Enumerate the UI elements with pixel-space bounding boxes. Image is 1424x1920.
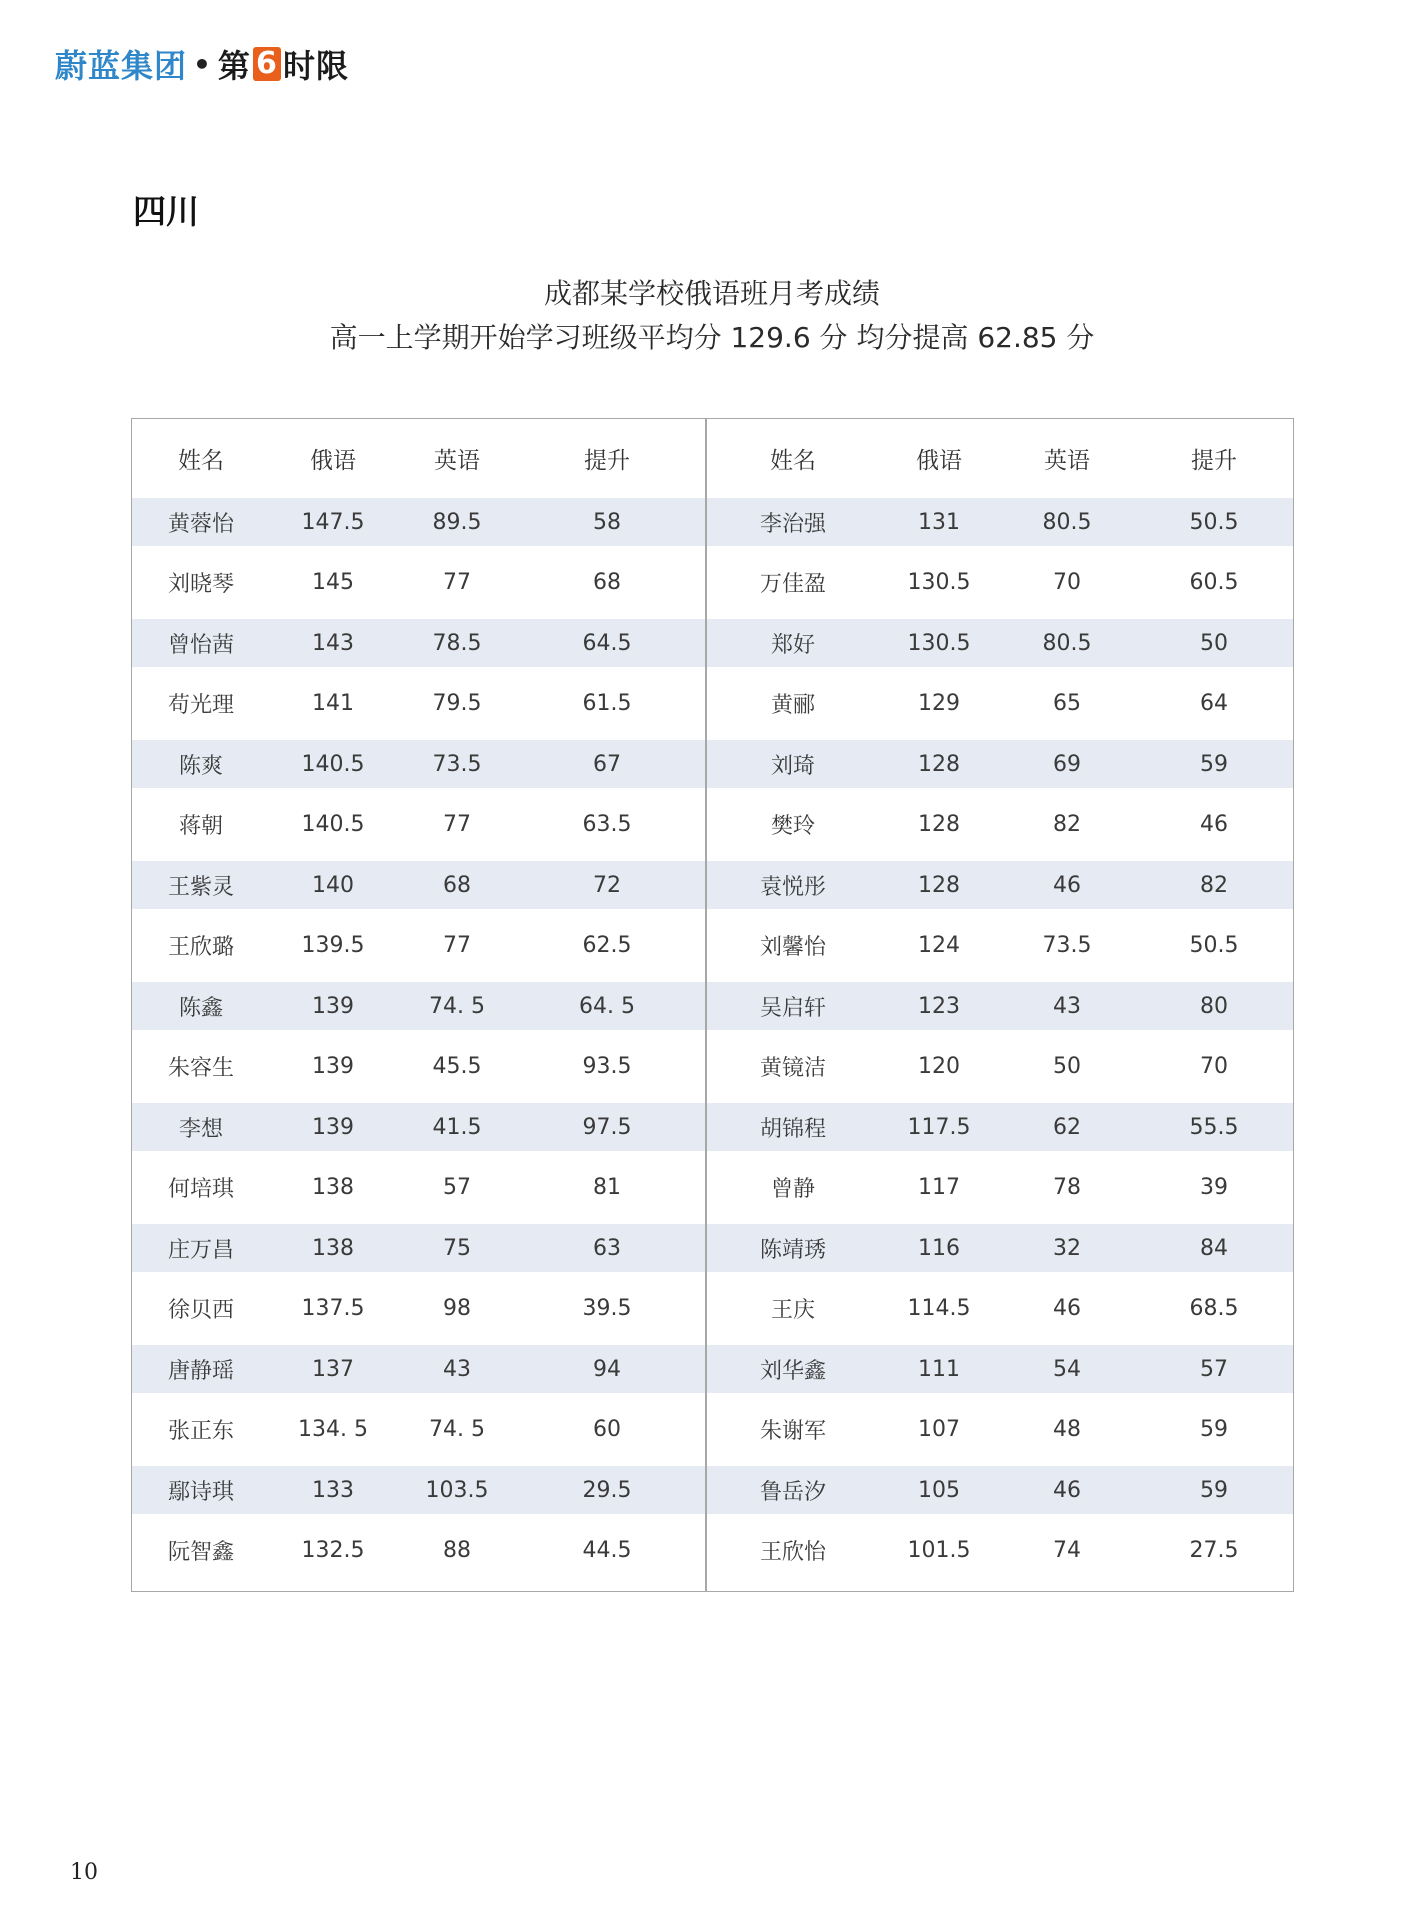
table-row — [707, 1466, 1293, 1514]
cell-russian: 111 — [918, 1356, 960, 1382]
cell-improvement: 94 — [593, 1356, 621, 1382]
cell-english: 46 — [1053, 872, 1081, 898]
cell-improvement: 29.5 — [582, 1477, 632, 1503]
cell-english: 68 — [443, 872, 471, 898]
cell-russian: 140.5 — [301, 812, 365, 837]
brand-logo — [55, 44, 349, 84]
table-row — [707, 1151, 1293, 1224]
cell-name: 刘琦 — [770, 753, 815, 779]
table-row — [707, 982, 1293, 1030]
cell-name: 黄郦 — [770, 693, 815, 718]
cell-name: 黄镜洁 — [759, 1056, 826, 1081]
cell-name: 刘晓琴 — [167, 572, 234, 597]
cell-russian: 138 — [312, 1175, 354, 1200]
table-right-half — [707, 419, 1293, 1587]
cell-improvement: 64.5 — [582, 630, 632, 656]
cell-improvement: 59 — [1200, 1417, 1228, 1442]
cell-english: 46 — [1053, 1296, 1081, 1321]
cell-name: 朱容生 — [167, 1056, 234, 1081]
cell-name: 阮智鑫 — [167, 1540, 234, 1565]
logo-right-text-a: 第 — [217, 47, 251, 85]
table-row — [707, 740, 1293, 788]
cell-english: 57 — [443, 1175, 471, 1200]
table-row — [707, 861, 1293, 909]
cell-english: 48 — [1053, 1417, 1081, 1442]
table-row — [707, 1514, 1293, 1587]
table-title: 成都某学校俄语班月考成绩 — [543, 277, 880, 310]
header-name: 姓名 — [178, 448, 224, 474]
logo-six-play-icon: 6 — [253, 47, 281, 81]
cell-name: 李想 — [178, 1116, 223, 1142]
table-row — [707, 1345, 1293, 1393]
header-improvement: 提升 — [1191, 448, 1237, 474]
cell-name: 吴启轩 — [759, 995, 826, 1021]
cell-russian: 130.5 — [907, 630, 971, 656]
cell-russian: 128 — [918, 751, 960, 777]
table-row — [132, 1514, 705, 1587]
cell-name: 曾静 — [770, 1177, 815, 1202]
cell-russian: 133 — [312, 1477, 354, 1503]
cell-name: 何培琪 — [167, 1177, 234, 1202]
cell-english: 74 — [1053, 1538, 1081, 1563]
cell-russian: 105 — [918, 1477, 960, 1503]
table-header-right — [707, 419, 1293, 498]
cell-improvement: 60 — [593, 1417, 621, 1442]
cell-russian: 130.5 — [907, 570, 971, 595]
cell-english: 62 — [1053, 1114, 1081, 1140]
table-header-left — [132, 419, 705, 498]
table-row — [132, 667, 705, 740]
cell-improvement: 68 — [593, 570, 621, 595]
cell-improvement: 81 — [593, 1175, 621, 1200]
header-name: 姓名 — [770, 448, 816, 474]
table-row — [707, 546, 1293, 619]
cell-improvement: 64 — [1200, 691, 1228, 716]
cell-name: 王欣璐 — [167, 935, 234, 960]
table-row — [132, 1393, 705, 1466]
cell-name: 樊玲 — [770, 814, 815, 839]
cell-english: 32 — [1053, 1235, 1081, 1261]
cell-russian: 120 — [918, 1054, 960, 1079]
cell-name: 刘华鑫 — [759, 1358, 826, 1384]
cell-improvement: 59 — [1200, 1477, 1228, 1503]
cell-name: 张正东 — [167, 1419, 234, 1444]
cell-russian: 131 — [918, 509, 960, 535]
header-russian: 俄语 — [916, 448, 962, 474]
cell-english: 78.5 — [432, 630, 482, 656]
cell-name: 陈爽 — [178, 753, 223, 779]
cell-improvement: 67 — [593, 751, 621, 777]
table-left-half — [132, 419, 705, 1587]
cell-russian: 128 — [918, 872, 960, 898]
cell-english: 80.5 — [1042, 630, 1092, 656]
header-english: 英语 — [1044, 448, 1090, 474]
header-english: 英语 — [434, 448, 480, 474]
cell-improvement: 80 — [1200, 993, 1228, 1019]
cell-improvement: 63.5 — [582, 812, 632, 837]
table-row — [707, 788, 1293, 861]
cell-russian: 137 — [312, 1356, 354, 1382]
table-row — [707, 667, 1293, 740]
section-title: 四川 — [133, 192, 199, 231]
table-row — [707, 1103, 1293, 1151]
table-row — [707, 909, 1293, 982]
cell-russian: 123 — [918, 993, 960, 1019]
table-row — [132, 861, 705, 909]
table-row — [707, 1224, 1293, 1272]
cell-english: 77 — [443, 570, 471, 595]
cell-english: 78 — [1053, 1175, 1081, 1200]
cell-english: 88 — [443, 1538, 471, 1563]
cell-english: 80.5 — [1042, 509, 1092, 535]
cell-russian: 147.5 — [301, 509, 365, 535]
cell-english: 43 — [1053, 993, 1081, 1019]
table-row — [132, 1103, 705, 1151]
header-improvement: 提升 — [584, 448, 630, 474]
cell-name: 郑好 — [770, 632, 815, 658]
table-row — [132, 982, 705, 1030]
cell-improvement: 44.5 — [582, 1538, 632, 1563]
cell-improvement: 39.5 — [582, 1296, 632, 1321]
cell-russian: 139 — [312, 1114, 354, 1140]
cell-improvement: 97.5 — [582, 1114, 632, 1140]
cell-russian: 138 — [312, 1235, 354, 1261]
cell-russian: 140.5 — [301, 751, 365, 777]
cell-name: 王紫灵 — [167, 874, 234, 900]
cell-russian: 117.5 — [907, 1114, 971, 1140]
cell-english: 79.5 — [432, 691, 482, 716]
table-row — [132, 788, 705, 861]
cell-russian: 129 — [918, 691, 960, 716]
cell-name: 唐静瑶 — [167, 1358, 234, 1384]
cell-improvement: 64. 5 — [579, 993, 635, 1019]
cell-name: 李治强 — [759, 511, 826, 537]
table-row — [132, 1345, 705, 1393]
header-russian: 俄语 — [310, 448, 356, 474]
cell-english: 41.5 — [432, 1114, 482, 1140]
cell-name: 蒋朝 — [178, 814, 223, 839]
cell-improvement: 68.5 — [1189, 1296, 1239, 1321]
cell-name: 黄蓉怡 — [167, 511, 234, 537]
cell-name: 袁悦彤 — [759, 874, 826, 900]
cell-russian: 145 — [312, 570, 354, 595]
cell-improvement: 57 — [1200, 1356, 1228, 1382]
cell-english: 43 — [443, 1356, 471, 1382]
cell-russian: 140 — [312, 872, 354, 898]
table-row — [132, 498, 705, 546]
cell-english: 54 — [1053, 1356, 1081, 1382]
table-row — [132, 1224, 705, 1272]
cell-russian: 132.5 — [301, 1538, 365, 1563]
cell-russian: 139 — [312, 993, 354, 1019]
cell-russian: 139 — [312, 1054, 354, 1079]
cell-russian: 101.5 — [907, 1538, 971, 1563]
cell-english: 77 — [443, 812, 471, 837]
cell-improvement: 84 — [1200, 1235, 1228, 1261]
cell-name: 曾怡茜 — [167, 632, 234, 658]
cell-improvement: 82 — [1200, 872, 1228, 898]
scores-table — [131, 418, 1294, 1592]
cell-english: 69 — [1053, 751, 1081, 777]
table-row — [132, 1030, 705, 1103]
table-subtitle: 高一上学期开始学习班级平均分 129.6 分 均分提高 62.85 分 — [329, 321, 1095, 354]
cell-name: 陈靖琇 — [759, 1237, 826, 1263]
cell-improvement: 55.5 — [1189, 1114, 1239, 1140]
cell-russian: 137.5 — [301, 1296, 365, 1321]
cell-name: 徐贝西 — [167, 1298, 234, 1323]
cell-improvement: 62.5 — [582, 933, 632, 958]
cell-name: 陈鑫 — [178, 995, 223, 1021]
cell-russian: 139.5 — [301, 933, 365, 958]
cell-russian: 107 — [918, 1417, 960, 1442]
cell-english: 77 — [443, 933, 471, 958]
cell-english: 98 — [443, 1296, 471, 1321]
cell-english: 65 — [1053, 691, 1081, 716]
cell-name: 王庆 — [770, 1298, 815, 1323]
table-row — [707, 498, 1293, 546]
cell-english: 75 — [443, 1235, 471, 1261]
cell-name: 朱谢军 — [759, 1419, 826, 1444]
cell-improvement: 27.5 — [1189, 1538, 1239, 1563]
table-row — [132, 546, 705, 619]
cell-name: 刘馨怡 — [759, 935, 826, 960]
cell-improvement: 39 — [1200, 1175, 1228, 1200]
cell-improvement: 58 — [593, 509, 621, 535]
table-row — [132, 1151, 705, 1224]
logo-left-text: 蔚蓝集团 — [55, 47, 188, 85]
page-number: 10 — [70, 1860, 98, 1885]
logo-right-text-b: 时限 — [282, 47, 349, 85]
cell-english: 46 — [1053, 1477, 1081, 1503]
table-row — [132, 740, 705, 788]
cell-english: 50 — [1053, 1054, 1081, 1079]
cell-improvement: 60.5 — [1189, 570, 1239, 595]
cell-russian: 117 — [918, 1175, 960, 1200]
cell-russian: 134. 5 — [298, 1417, 368, 1442]
cell-improvement: 46 — [1200, 812, 1228, 837]
cell-improvement: 59 — [1200, 751, 1228, 777]
cell-english: 74. 5 — [429, 993, 485, 1019]
cell-russian: 116 — [918, 1235, 960, 1261]
cell-improvement: 50.5 — [1189, 509, 1239, 535]
cell-improvement: 50 — [1200, 630, 1228, 656]
cell-name: 苟光理 — [167, 693, 234, 718]
table-row — [707, 1272, 1293, 1345]
cell-improvement: 63 — [593, 1235, 621, 1261]
cell-name: 王欣怡 — [759, 1540, 826, 1565]
cell-name: 庄万昌 — [167, 1237, 234, 1263]
table-row — [707, 1393, 1293, 1466]
cell-improvement: 61.5 — [582, 691, 632, 716]
cell-improvement: 70 — [1200, 1054, 1228, 1079]
cell-english: 74. 5 — [429, 1417, 485, 1442]
cell-english: 73.5 — [432, 751, 482, 777]
cell-russian: 143 — [312, 630, 354, 656]
cell-english: 89.5 — [432, 509, 482, 535]
cell-improvement: 50.5 — [1189, 933, 1239, 958]
cell-name: 鄢诗琪 — [167, 1479, 234, 1505]
cell-russian: 141 — [312, 691, 354, 716]
table-row — [707, 1030, 1293, 1103]
table-row — [132, 909, 705, 982]
table-row — [707, 619, 1293, 667]
cell-name: 鲁岳汐 — [759, 1479, 826, 1505]
cell-improvement: 93.5 — [582, 1054, 632, 1079]
table-row — [132, 1466, 705, 1514]
cell-name: 胡锦程 — [759, 1116, 826, 1142]
cell-russian: 128 — [918, 812, 960, 837]
logo-separator: • — [193, 47, 212, 81]
table-row — [132, 1272, 705, 1345]
cell-english: 103.5 — [425, 1477, 489, 1503]
cell-english: 45.5 — [432, 1054, 482, 1079]
cell-russian: 114.5 — [907, 1296, 971, 1321]
cell-english: 73.5 — [1042, 933, 1092, 958]
cell-name: 万佳盈 — [759, 572, 826, 597]
table-row — [132, 619, 705, 667]
cell-russian: 124 — [918, 933, 960, 958]
cell-improvement: 72 — [593, 872, 621, 898]
cell-english: 82 — [1053, 812, 1081, 837]
cell-english: 70 — [1053, 570, 1081, 595]
